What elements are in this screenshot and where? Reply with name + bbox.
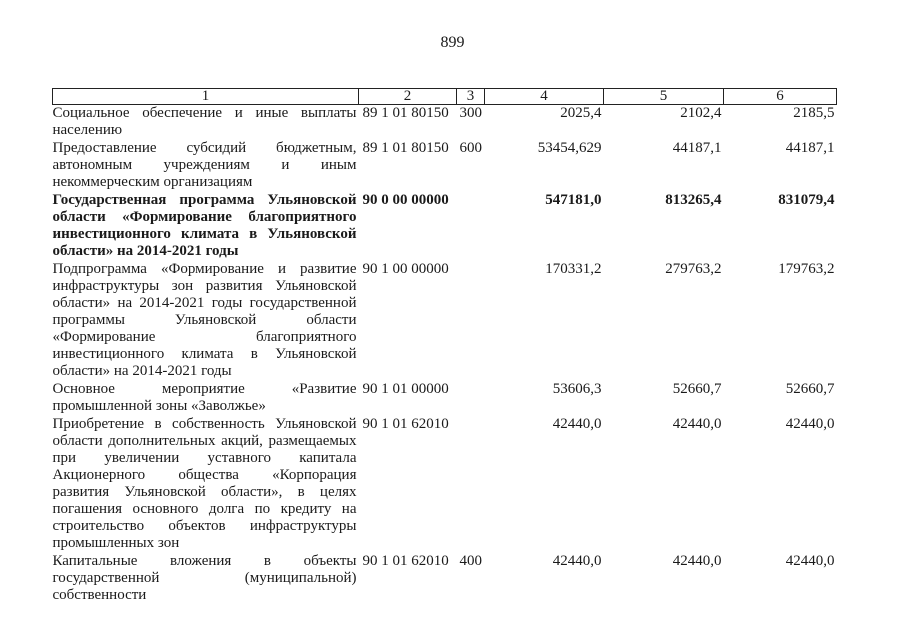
row-code: 90 0 00 00000 <box>362 192 449 208</box>
row-code: 90 1 01 62010 <box>362 416 449 432</box>
row-expense-type: 400 <box>459 553 482 569</box>
row-code: 90 1 00 00000 <box>362 261 449 277</box>
row-value-col5: 42440,0 <box>672 553 722 569</box>
row-expense-type <box>457 261 485 381</box>
row-name: Приобретение в собственность Ульяновской области дополнительных акций, размещаемых при увеличении уставного капитала Акционерного общества «Корпорация развития Ульяновской области», в целях погашения основного долга по кредиту на строительство объектов инфраструктуры промышленных зон <box>52 416 357 551</box>
row-name: Социальное обеспечение и иные выплаты населению <box>52 105 357 138</box>
row-code: 89 1 01 80150 <box>362 140 449 156</box>
row-value-col4: 2025,4 <box>560 105 602 121</box>
row-value-col6: 2185,5 <box>793 105 835 121</box>
row-expense-type: 600 <box>459 140 482 156</box>
row-name: Подпрограмма «Формирование и развитие инфраструктуры зон развития Ульяновской области» на 2014-2021 годы государственной программы Ульяновской области «Формирование благоприятного инвестиционного климата в Ульяновской области» на 2014-2021 годы <box>52 261 357 379</box>
row-expense-type <box>457 416 485 553</box>
column-header: 4 <box>485 89 604 105</box>
row-value-col6: 42440,0 <box>785 553 835 569</box>
column-header: 3 <box>457 89 485 105</box>
row-value-col6: 831079,4 <box>778 192 835 208</box>
row-value-col6: 179763,2 <box>778 261 835 277</box>
row-code: 90 1 01 62010 <box>362 553 449 569</box>
row-expense-type <box>457 192 485 261</box>
row-value-col4: 53454,629 <box>537 140 602 156</box>
row-value-col5: 52660,7 <box>672 381 722 397</box>
row-value-col5: 42440,0 <box>672 416 722 432</box>
page-number: 899 <box>440 34 465 51</box>
row-value-col6: 42440,0 <box>785 416 835 432</box>
row-value-col4: 42440,0 <box>552 416 602 432</box>
row-value-col5: 813265,4 <box>665 192 722 208</box>
column-header: 6 <box>724 89 837 105</box>
column-header: 2 <box>359 89 457 105</box>
row-name: Основное мероприятие «Развитие промышленной зоны «Заволжье» <box>52 381 357 414</box>
table-header-row <box>53 89 837 105</box>
row-expense-type: 300 <box>459 105 482 121</box>
row-value-col5: 279763,2 <box>665 261 722 277</box>
row-value-col6: 52660,7 <box>785 381 835 397</box>
row-value-col4: 42440,0 <box>552 553 602 569</box>
table-row <box>53 553 837 605</box>
row-value-col4: 53606,3 <box>552 381 602 397</box>
row-value-col6: 44187,1 <box>785 140 835 156</box>
row-value-col5: 44187,1 <box>672 140 722 156</box>
budget-table <box>52 88 837 605</box>
row-name: Предоставление субсидий бюджетным, автономным учреждениям и иным некоммерческим организациям <box>52 140 357 190</box>
column-header: 5 <box>604 89 724 105</box>
row-value-col5: 2102,4 <box>680 105 722 121</box>
row-expense-type <box>457 381 485 416</box>
table-row <box>53 381 837 416</box>
table-row-program <box>53 192 837 261</box>
row-code: 89 1 01 80150 <box>362 105 449 121</box>
table-row <box>53 261 837 381</box>
row-code: 90 1 01 00000 <box>362 381 449 397</box>
table-row <box>53 416 837 553</box>
table-row <box>53 105 837 141</box>
column-header: 1 <box>53 89 359 105</box>
table-row <box>53 140 837 192</box>
row-name: Государственная программа Ульяновской области «Формирование благоприятного инвестиционного климата в Ульяновской области» на 2014-2021 годы <box>52 192 357 259</box>
row-value-col4: 170331,2 <box>545 261 602 277</box>
row-value-col4: 547181,0 <box>545 192 602 208</box>
row-name: Капитальные вложения в объекты государственной (муниципальной) собственности <box>52 553 357 603</box>
